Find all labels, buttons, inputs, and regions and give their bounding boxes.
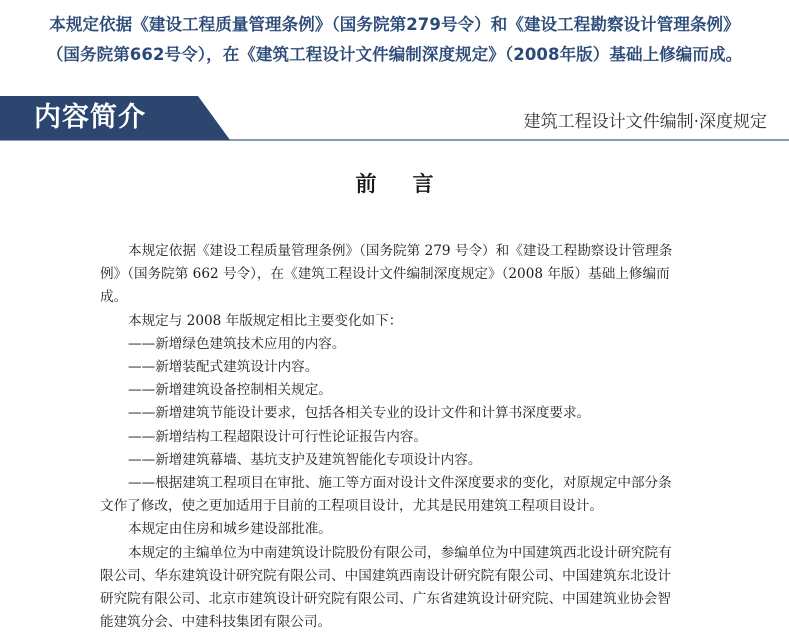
preface-paragraph: 本规定依据《建设工程质量管理条例》（国务院第 279 号令）和《建设工程勘察设计管理条例》（国务院第 662 号令），在《建筑工程设计文件编制深度规定》（2008 年版）基础上修编而成。 bbox=[100, 243, 673, 306]
section-tab-label: 内容简介 bbox=[34, 102, 146, 133]
change-item: ——新增建筑幕墙、基坑支护及建筑智能化专项设计内容。 bbox=[128, 451, 482, 468]
preface-title: 前言 bbox=[355, 171, 470, 196]
change-item: ——根据建筑工程项目在审批、施工等方面对设计文件深度要求的变化，对原规定中部分条文作了修改，使之更加适用于目前的工程项目设计，尤其是民用建筑工程项目设计。 bbox=[100, 475, 672, 515]
change-item: ——新增装配式建筑设计内容。 bbox=[128, 359, 319, 376]
change-item: ——新增结构工程超限设计可行性论证报告内容。 bbox=[128, 428, 428, 445]
preface-body bbox=[100, 240, 680, 634]
section-header-bar bbox=[0, 96, 789, 142]
preface-paragraph: 本规定与 2008 年版规定相比主要变化如下： bbox=[128, 312, 403, 329]
preface-paragraph: 本规定由住房和城乡建设部批准。 bbox=[128, 521, 332, 538]
document-title: 建筑工程设计文件编制·深度规定 bbox=[523, 112, 767, 132]
change-item: ——新增建筑设备控制相关规定。 bbox=[128, 382, 332, 399]
intro-statement bbox=[0, 10, 789, 70]
change-item: ——新增绿色建筑技术应用的内容。 bbox=[128, 335, 346, 352]
preface-paragraph: 本规定的主编单位为中南建筑设计院股份有限公司，参编单位为中国建筑西北设计研究院有限公司、华东建筑设计研究院有限公司、中国建筑西南设计研究院有限公司、中国建筑东北设计研究院有限公司、北京市建筑设计研究院有限公司、广东省建筑设计研究院、中国建筑业协会智能建筑分会、中建科技集团有限公司。 bbox=[100, 544, 672, 631]
intro-line-2: （国务院第662号令），在《建筑工程设计文件编制深度规定》（2008年版）基础上修编而成。 bbox=[46, 45, 743, 64]
change-item: ——新增建筑节能设计要求，包括各相关专业的设计文件和计算书深度要求。 bbox=[128, 405, 591, 422]
intro-line-1: 本规定依据《建设工程质量管理条例》（国务院第279号令）和《建设工程勘察设计管理条例》 bbox=[49, 15, 740, 34]
